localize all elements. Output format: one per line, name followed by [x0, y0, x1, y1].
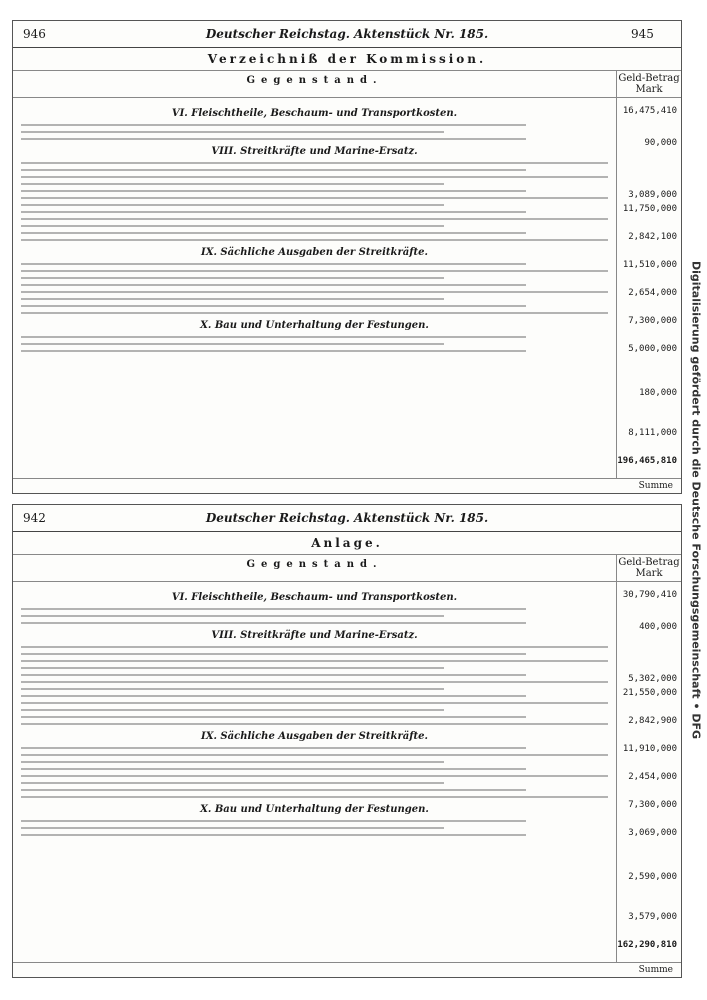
total-amount: 196,465,810: [617, 456, 677, 466]
section-heading: VIII. Streitkräfte und Marine-Ersatz.: [211, 146, 418, 157]
page-header: [13, 21, 681, 48]
amount: 2,454,000: [628, 772, 677, 782]
page-number: 946: [23, 27, 46, 41]
amount: 2,590,000: [628, 872, 677, 882]
amount: 2,842,900: [628, 716, 677, 726]
amount: 180,000: [639, 388, 677, 398]
amount: 3,069,000: [628, 828, 677, 838]
section-heading: X. Bau und Unterhaltung der Festungen.: [200, 320, 429, 331]
col-gegenstand: Gegenstand.: [246, 559, 383, 570]
section-heading: IX. Sächliche Ausgaben der Streitkräfte.: [201, 731, 428, 742]
column-headers: [13, 71, 681, 98]
summe-row: [13, 478, 681, 494]
item-list: [13, 98, 616, 478]
amount: 5,000,000: [628, 344, 677, 354]
bottom-page: [12, 504, 682, 978]
amount: 3,579,000: [628, 912, 677, 922]
page-header: [13, 505, 681, 532]
col-geld: Geld-Betrag Mark: [616, 71, 681, 97]
amount: 5,302,000: [628, 674, 677, 684]
amount: 2,654,000: [628, 288, 677, 298]
amount: 400,000: [639, 622, 677, 632]
amount-column: [616, 582, 681, 962]
total-amount: 162,290,810: [617, 940, 677, 950]
dfg-credit-strip: [687, 0, 705, 1000]
amount: 90,000: [644, 138, 677, 148]
page-subtitle: Anlage.: [13, 532, 681, 555]
amount: 7,300,000: [628, 316, 677, 326]
col-geld: Geld-Betrag Mark: [616, 555, 681, 581]
page-subtitle: Verzeichniß der Kommission.: [13, 48, 681, 71]
summe-label: Summe: [638, 965, 673, 975]
section-heading: X. Bau und Unterhaltung der Festungen.: [200, 804, 429, 815]
section-heading: VI. Fleischtheile, Beschaum- und Transportkosten.: [171, 592, 458, 603]
amount: 21,550,000: [622, 688, 677, 698]
amount: 11,750,000: [622, 204, 677, 214]
amount: 3,089,000: [628, 190, 677, 200]
amount: 11,510,000: [622, 260, 677, 270]
amount: 30,790,410: [622, 590, 677, 600]
section-heading: IX. Sächliche Ausgaben der Streitkräfte.: [201, 247, 428, 258]
amount: 8,111,000: [628, 428, 677, 438]
page-title: Deutscher Reichstag. Aktenstück Nr. 185.: [205, 511, 489, 525]
amount: 16,475,410: [622, 106, 677, 116]
amount-column: [616, 98, 681, 478]
section-heading: VIII. Streitkräfte und Marine-Ersatz.: [211, 630, 418, 641]
summe-row: [13, 962, 681, 978]
page-title: Deutscher Reichstag. Aktenstück Nr. 185.: [205, 27, 489, 41]
summe-label: Summe: [638, 481, 673, 491]
dfg-credit-text: Digitalisierung gefördert durch die Deutsche Forschungsgemeinschaft • DFG: [689, 260, 703, 740]
amount: 7,300,000: [628, 800, 677, 810]
column-headers: [13, 555, 681, 582]
page-number: 942: [23, 511, 46, 525]
section-heading: VI. Fleischtheile, Beschaum- und Transportkosten.: [171, 108, 458, 119]
amount: 11,910,000: [622, 744, 677, 754]
item-list: [13, 582, 616, 962]
col-gegenstand: Gegenstand.: [246, 75, 383, 86]
top-page: [12, 20, 682, 494]
amount: 2,842,100: [628, 232, 677, 242]
page-number-right: 945: [631, 27, 654, 41]
